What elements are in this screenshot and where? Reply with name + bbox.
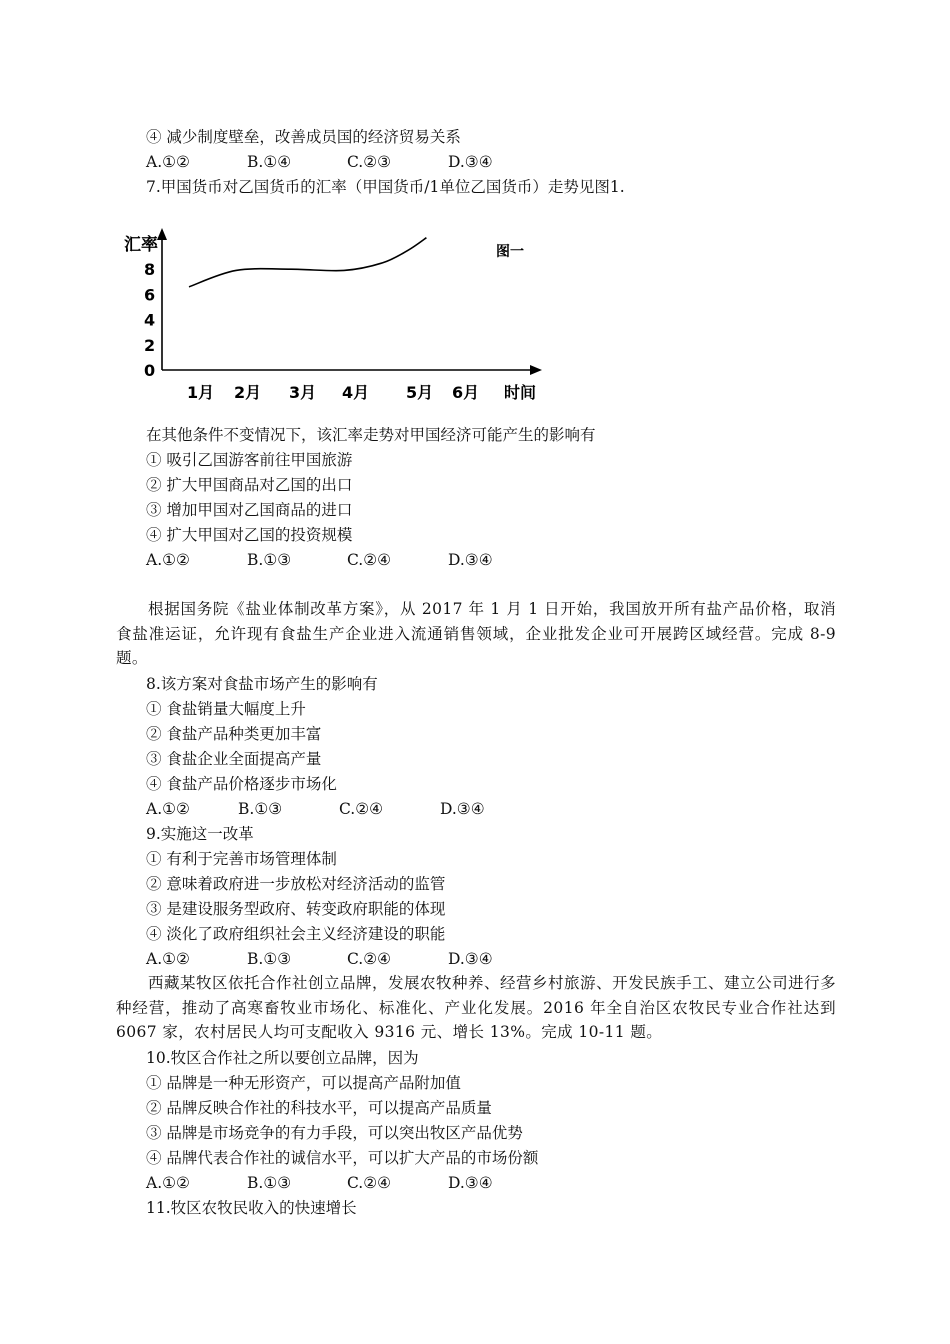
option-b: B.①③ [247,950,292,968]
y-axis-arrow [157,228,167,240]
q10-item-2: ② 品牌反映合作社的科技水平，可以提高产品质量 [146,1099,492,1117]
x-tick-label: 1月 [187,383,215,402]
option-b: B.①③ [247,1174,292,1192]
option-d: D.③④ [448,551,493,569]
x-tick-label: 2月 [234,383,262,402]
q6-options [146,151,493,173]
q7-item-1: ① 吸引乙国游客前往甲国旅游 [146,451,353,469]
q10-item-3: ③ 品牌是市场竞争的有力手段，可以突出牧区产品优势 [146,1124,523,1142]
y-tick-label: 8 [144,260,156,280]
q8-stem: 8.该方案对食盐市场产生的影响有 [146,675,378,693]
chart-title: 图一 [496,244,524,260]
q7-options [146,549,493,571]
option-c: C.②④ [347,950,392,968]
q10-item-4: ④ 品牌代表合作社的诚信水平，可以扩大产品的市场份额 [146,1149,539,1167]
option-c: C.②④ [347,551,392,569]
y-tick-label: 4 [144,310,156,330]
option-d: D.③④ [440,800,485,818]
q9-item-3: ③ 是建设服务型政府、转变政府职能的体现 [146,900,446,918]
option-c: C.②③ [347,153,392,171]
option-b: B.①④ [247,153,292,171]
q9-options [146,948,493,970]
x-tick-label: 6月 [452,383,480,402]
option-d: D.③④ [448,1174,493,1192]
q8-item-3: ③ 食盐企业全面提高产量 [146,750,322,768]
q10-stem: 10.牧区合作社之所以要创立品牌，因为 [146,1049,419,1067]
y-tick-label: 6 [144,285,156,305]
q9-item-2: ② 意味着政府进一步放松对经济活动的监管 [146,875,446,893]
option-a: A.①② [146,800,190,818]
exchange-rate-line [189,238,426,287]
exchange-rate-chart [120,224,560,410]
q8-item-2: ② 食盐产品种类更加丰富 [146,725,322,743]
option-b: B.①③ [238,800,283,818]
q7-stem: 7.甲国货币对乙国货币的汇率（甲国货币/1单位乙国货币）走势见图1. [146,178,625,196]
x-axis-label: 时间 [504,383,537,402]
q8-item-1: ① 食盐销量大幅度上升 [146,700,306,718]
q11-stem: 11.牧区农牧民收入的快速增长 [146,1199,357,1217]
x-tick-label: 4月 [342,383,370,402]
y-tick-label: 0 [144,361,156,380]
q7-followup: 在其他条件不变情况下，该汇率走势对甲国经济可能产生的影响有 [146,426,596,444]
x-tick-label: 5月 [406,383,434,402]
y-tick-label: 2 [144,335,156,355]
q6-item-4: ④ 减少制度壁垒，改善成员国的经济贸易关系 [146,128,461,146]
y-axis-label: 汇率 [124,235,158,255]
option-a: A.①② [146,950,190,968]
q8-options [146,798,485,820]
x-tick-label: 3月 [289,383,317,402]
q7-item-3: ③ 增加甲国对乙国商品的进口 [146,501,353,519]
passage-tibet-cooperative: 西藏某牧区依托合作社创立品牌，发展农牧种养、经营乡村旅游、开发民族手工、建立公司进行多种经营，推动了高寒畜牧业市场化、标准化、产业化发展。2016 年全自治区农牧民专业合作社达到 6067 家，农村居民人均可支配收入 9316 元、增长 13%。完成 10-11 题。 [116,974,836,1042]
option-a: A.①② [146,1174,190,1192]
option-d: D.③④ [448,153,493,171]
q7-item-4: ④ 扩大甲国对乙国的投资规模 [146,526,353,544]
q7-item-2: ② 扩大甲国商品对乙国的出口 [146,476,353,494]
option-c: C.②④ [347,1174,392,1192]
x-axis-arrow [530,365,542,375]
q9-item-4: ④ 淡化了政府组织社会主义经济建设的职能 [146,925,446,943]
option-d: D.③④ [448,950,493,968]
q9-stem: 9.实施这一改革 [146,825,254,843]
option-a: A.①② [146,551,190,569]
passage-salt-reform: 根据国务院《盐业体制改革方案》，从 2017 年 1 月 1 日开始，我国放开所有盐产品价格，取消食盐准运证，允许现有食盐生产企业进入流通销售领域，企业批发企业可开展跨区域经营。完成 8-9 题。 [116,600,836,668]
q10-options [146,1172,493,1194]
q10-item-1: ① 品牌是一种无形资产，可以提高产品附加值 [146,1074,461,1092]
q9-item-1: ① 有利于完善市场管理体制 [146,850,337,868]
q8-item-4: ④ 食盐产品价格逐步市场化 [146,775,337,793]
option-c: C.②④ [339,800,384,818]
option-b: B.①③ [247,551,292,569]
option-a: A.①② [146,153,190,171]
